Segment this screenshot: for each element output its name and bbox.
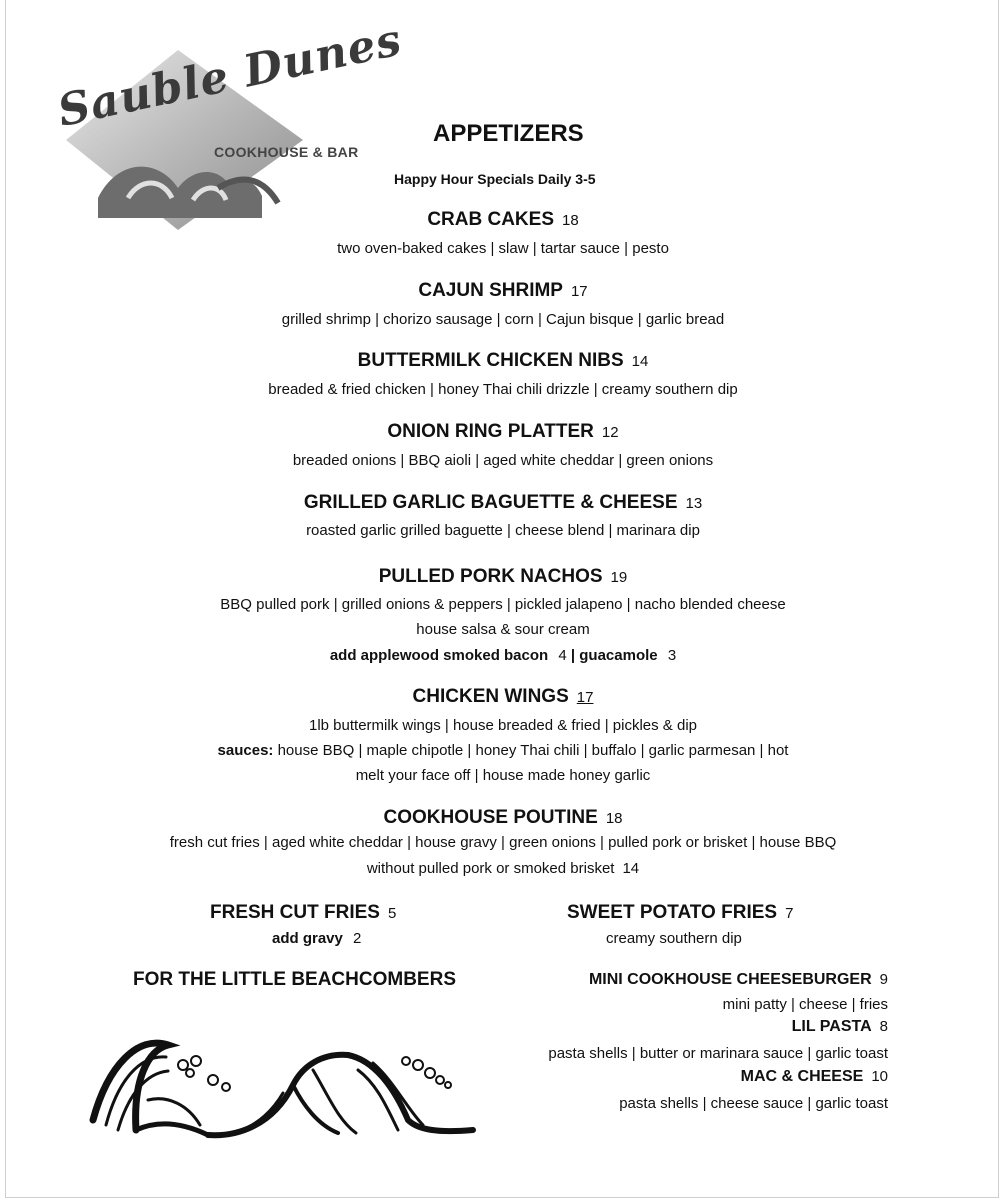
item-name: GRILLED GARLIC BAGUETTE & CHEESE [303, 492, 678, 513]
addon-price: 3 [667, 647, 677, 664]
item-price: 17 [570, 283, 588, 300]
item-name: MINI COOKHOUSE CHEESEBURGER [588, 971, 872, 988]
item-description: pasta shells | butter or marinara sauce | garlic toast [548, 1045, 888, 1062]
item-price: 17 [576, 689, 594, 706]
happy-hour-note: Happy Hour Specials Daily 3-5 [394, 171, 596, 187]
menu-item-chicken-nibs [0, 350, 1006, 372]
sauces-line-2: melt your face off | house made honey garlic [355, 767, 651, 784]
menu-item-crab-cakes [0, 209, 1006, 231]
item-description: creamy southern dip [606, 930, 742, 947]
item-price: 10 [871, 1068, 888, 1085]
variant-price: 14 [622, 860, 640, 877]
item-addons [0, 647, 1006, 664]
ocean-wave-icon [88, 1025, 478, 1140]
item-price: 18 [562, 212, 579, 229]
variant-label: without pulled pork or smoked brisket [366, 860, 615, 877]
item-name: PULLED PORK NACHOS [378, 566, 603, 587]
item-description: fresh cut fries | aged white cheddar | house gravy | green onions | pulled pork or brisket | house BBQ [169, 834, 837, 851]
item-price: 5 [387, 905, 397, 922]
logo-subtitle: COOKHOUSE & BAR [214, 144, 359, 160]
item-name: ONION RING PLATTER [387, 421, 594, 442]
menu-item-sweet-fries [567, 902, 793, 924]
addon-label: add applewood smoked bacon [329, 647, 549, 664]
item-name: CAJUN SHRIMP [418, 280, 563, 301]
item-name: LIL PASTA [791, 1018, 872, 1035]
item-price: 7 [785, 905, 794, 922]
item-description: pasta shells | cheese sauce | garlic toast [619, 1095, 888, 1112]
item-name: MAC & CHEESE [740, 1068, 864, 1085]
fries-addon [272, 930, 361, 947]
item-price: 9 [879, 971, 888, 988]
addon-price: 4 [558, 647, 567, 664]
item-description: two oven-baked cakes | slaw | tartar sauce | pesto [337, 240, 669, 257]
menu-item-nachos [0, 566, 1006, 588]
item-price: 12 [601, 424, 619, 441]
item-description: grilled shrimp | chorizo sausage | corn | Cajun bisque | garlic bread [281, 311, 725, 328]
item-name: COOKHOUSE POUTINE [383, 807, 598, 828]
menu-item-poutine [0, 807, 1006, 829]
menu-item-garlic-baguette [0, 492, 1006, 514]
addon-label: add gravy [272, 930, 343, 947]
item-price: 18 [605, 810, 623, 827]
item-description: mini patty | cheese | fries [722, 996, 888, 1013]
menu-item-fresh-fries [210, 902, 396, 924]
addon-price: 2 [353, 930, 362, 947]
menu-item-onion-rings [0, 421, 1006, 443]
item-price: 13 [685, 495, 703, 512]
item-price: 8 [879, 1018, 888, 1035]
item-description: house salsa & sour cream [416, 621, 590, 638]
sauces-list: house BBQ | maple chipotle | honey Thai chili | buffalo | garlic parmesan | hot [277, 742, 789, 759]
section-title: APPETIZERS [433, 120, 584, 147]
logo [53, 14, 407, 233]
item-name: SWEET POTATO FRIES [567, 902, 778, 923]
item-description: roasted garlic grilled baguette | cheese blend | marinara dip [306, 522, 700, 539]
kids-item-mac-cheese [741, 1068, 888, 1086]
addon-label: guacamole [579, 647, 658, 664]
item-description: BBQ pulled pork | grilled onions & peppers | pickled jalapeno | nacho blended cheese [220, 596, 786, 613]
item-name: CRAB CAKES [427, 209, 554, 230]
item-description: 1lb buttermilk wings | house breaded & fried | pickles & dip [309, 717, 697, 734]
item-name: BUTTERMILK CHICKEN NIBS [357, 350, 624, 371]
item-variant [0, 860, 1006, 877]
logo-name: Sauble Dunes [53, 14, 407, 137]
sauces-label: sauces: [217, 742, 274, 759]
menu-item-cajun-shrimp [0, 280, 1006, 302]
item-name: CHICKEN WINGS [412, 686, 569, 707]
menu-item-chicken-wings [0, 686, 1006, 708]
item-name: FRESH CUT FRIES [210, 902, 380, 923]
addon-separator: | [570, 647, 580, 664]
item-description: breaded & fried chicken | honey Thai chili drizzle | creamy southern dip [268, 381, 738, 398]
item-price: 19 [610, 569, 628, 586]
item-price: 14 [631, 353, 649, 370]
kids-item-cheeseburger [589, 971, 888, 989]
kids-item-lil-pasta [792, 1018, 888, 1036]
item-description: breaded onions | BBQ aioli | aged white cheddar | green onions [292, 452, 714, 469]
sauces-line [0, 742, 1006, 759]
kids-heading: FOR THE LITTLE BEACHCOMBERS [133, 969, 456, 990]
